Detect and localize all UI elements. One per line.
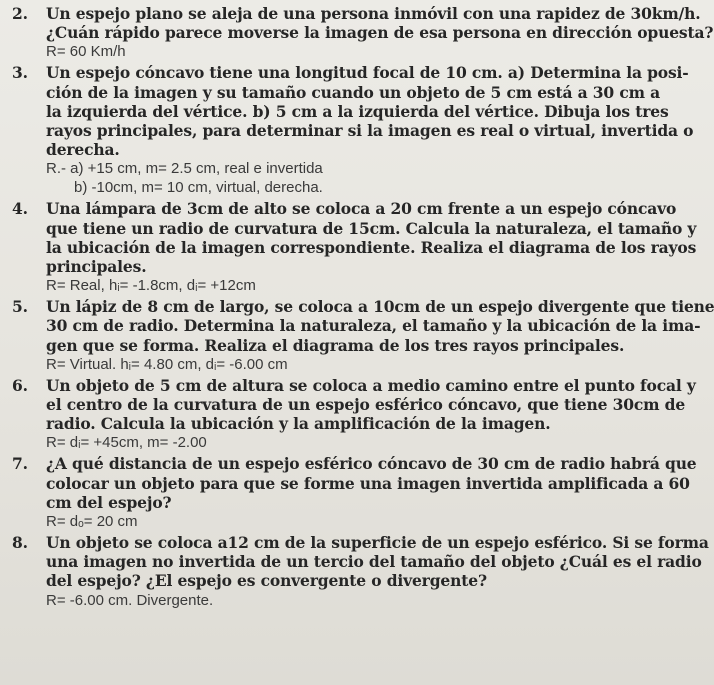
problem-8-line-1: 8. Un objeto se coloca a12 cm de la superficie de un espejo esférico. Si se forma: [12, 533, 709, 553]
problem-3-line-3: la izquierda del vértice. b) 5 cm a la izquierda del vértice. Dibuja los tres: [46, 101, 669, 121]
problem-number: 8.: [12, 533, 28, 553]
problem-3: [12, 63, 706, 197]
problem-8-line-3: del espejo? ¿El espejo es convergente o divergente?: [46, 571, 487, 591]
problem-number: 4.: [12, 199, 28, 219]
problem-4-line-4: principales.: [46, 257, 147, 277]
problem-7-line-3: cm del espejo?: [46, 492, 172, 512]
problem-number: 3.: [12, 63, 28, 83]
problem-7: [12, 454, 706, 531]
problem-5-line-2: 30 cm de radio. Determina la naturaleza, el tamaño y la ubicación de la ima-: [46, 316, 701, 336]
problem-number: 7.: [12, 454, 28, 474]
problem-4-answer: R= Real, hᵢ= -1.8cm, dᵢ= +12cm: [46, 277, 256, 295]
problem-6-answer: R= dᵢ= +45cm, m= -2.00: [46, 434, 207, 452]
problem-2: [12, 4, 714, 61]
problem-4-line-1: 4. Una lámpara de 3cm de alto se coloca a 20 cm frente a un espejo cóncavo: [12, 199, 677, 219]
problem-5-line-1: 5. Un lápiz de 8 cm de largo, se coloca a 10cm de un espejo divergente que tiene: [12, 297, 714, 317]
problem-8: [12, 533, 709, 610]
problem-2-answer: R= 60 Km/h: [46, 43, 126, 61]
problem-7-answer: R= dₒ= 20 cm: [46, 513, 138, 531]
problem-4-line-2: que tiene un radio de curvatura de 15cm. Calcula la naturaleza, el tamaño y: [46, 218, 697, 238]
problem-3-line-1: 3. Un espejo cóncavo tiene una longitud focal de 10 cm. a) Determina la posi-: [12, 63, 689, 83]
problem-3-answer-a: R.- a) +15 cm, m= 2.5 cm, real e invertida: [46, 160, 323, 178]
problem-6-line-2: el centro de la curvatura de un espejo esférico cóncavo, que tiene 30cm de: [46, 395, 686, 415]
problem-7-line-1: 7. ¿A qué distancia de un espejo esférico cóncavo de 30 cm de radio habrá que: [12, 454, 697, 474]
problem-6: [12, 376, 706, 453]
problem-6-line-3: radio. Calcula la ubicación y la amplificación de la imagen.: [46, 414, 551, 434]
problem-2-line-2: ¿Cuán rápido parece moverse la imagen de esa persona en dirección opuesta?: [46, 23, 714, 43]
problem-4: [12, 199, 706, 295]
problem-5-answer: R= Virtual. hᵢ= 4.80 cm, dᵢ= -6.00 cm: [46, 355, 288, 373]
problem-number: 5.: [12, 297, 28, 317]
problem-number: 2.: [12, 4, 28, 23]
problem-7-line-2: colocar un objeto para que se forme una imagen invertida amplificada a 60: [46, 473, 690, 493]
problem-3-line-2: ción de la imagen y su tamaño cuando un objeto de 5 cm está a 30 cm a: [46, 82, 660, 102]
problem-8-line-2: una imagen no invertida de un tercio del tamaño del objeto ¿Cuál es el radio: [46, 552, 702, 572]
problem-4-line-3: la ubicación de la imagen correspondiente. Realiza el diagrama de los rayos: [46, 237, 697, 257]
problem-3-line-4: rayos principales, para determinar si la imagen es real o virtual, invertida o: [46, 121, 694, 141]
problem-3-answer-b: b) -10cm, m= 10 cm, virtual, derecha.: [74, 179, 323, 197]
problem-2-line-1: 2. Un espejo plano se aleja de una persona inmóvil con una rapidez de 30km/h.: [12, 4, 701, 23]
problem-3-line-5: derecha.: [46, 140, 120, 160]
problem-6-line-1: 6. Un objeto de 5 cm de altura se coloca a medio camino entre el punto focal y: [12, 375, 696, 395]
problem-5: [12, 297, 714, 374]
problem-8-answer: R= -6.00 cm. Divergente.: [46, 591, 214, 609]
problem-5-line-3: gen que se forma. Realiza el diagrama de los tres rayos principales.: [46, 335, 625, 355]
problem-number: 6.: [12, 375, 28, 395]
